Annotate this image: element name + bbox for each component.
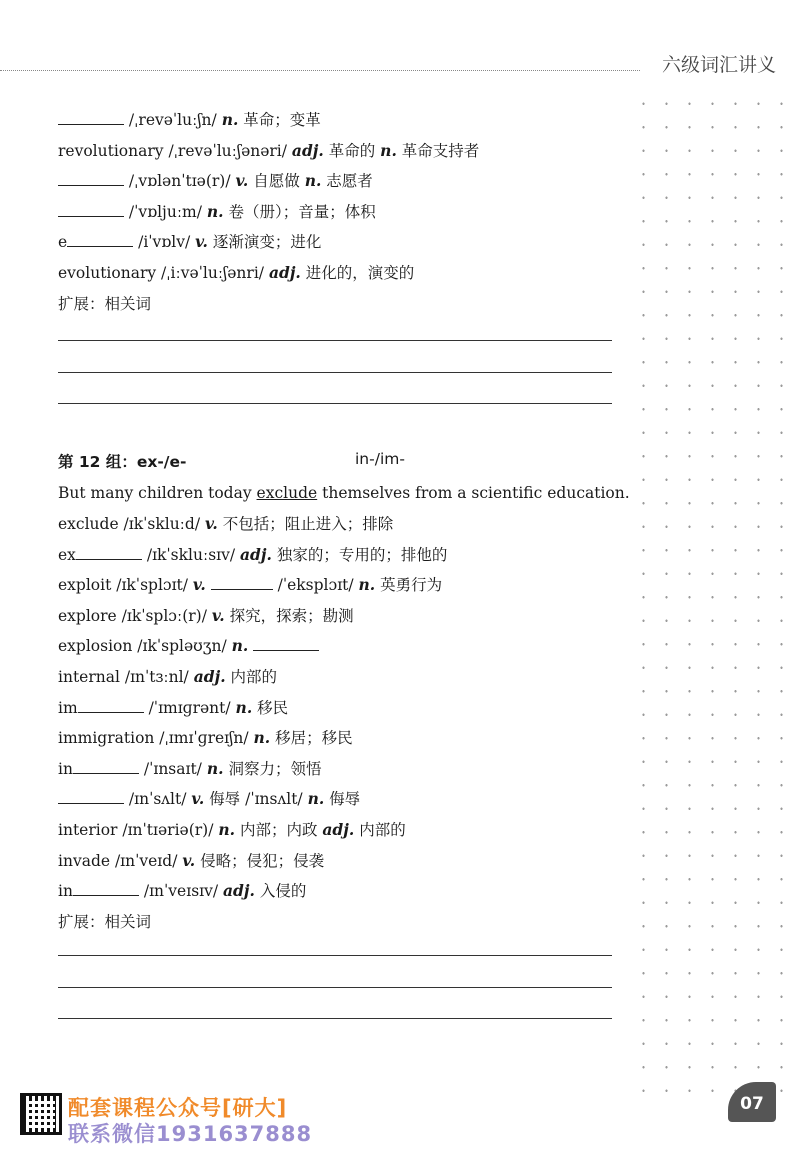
group-title: 第 12 组：ex-/e- [58,453,187,471]
vocab-entry [58,575,442,595]
entry-word: evolutionary /ˌiːvəˈluːʃənri/ [58,264,269,282]
entry-definition: 侮辱 /ˈɪnsʌlt/ [204,790,308,809]
vocab-entry [58,851,324,871]
group-subtitle: in-/im- [355,450,405,468]
entry-word: e [58,233,68,252]
qr-code-icon [20,1093,62,1135]
underlined-keyword: exclude [256,484,318,502]
part-of-speech: n. [253,728,271,748]
watermark-line-1: 配套课程公众号[研大] [68,1096,288,1120]
page-header-title: 六级词汇讲义 [661,54,776,76]
entry-definition: 侵略；侵犯；侵袭 [195,851,325,870]
vocab-entry [58,294,151,314]
part-of-speech: adj. [291,140,324,160]
part-of-speech: adj. [240,544,272,564]
entry-word: revolutionary /ˌrevəˈluːʃənəri/ [58,141,292,160]
entry-definition: 卷（册）；音量；体积 [223,202,376,221]
entry-definition: 探究，探索；勘测 [224,606,354,625]
vocab-entry [58,667,277,687]
entry-definition: 自愿做 [248,172,305,191]
part-of-speech: n. [218,820,236,839]
entry-word: interior /ɪnˈtɪəriə(r)/ [58,821,219,839]
entry-phonetic: /ɪnˈveɪsɪv/ [138,882,224,901]
entry-definition: 革命支持者 [396,141,480,160]
vocab-entry [58,820,406,840]
part-of-speech: adj. [268,263,301,282]
part-of-speech: n. [206,758,224,778]
entry-definition: 侮辱 [324,790,361,809]
entry-phonetic: /ˈeksplɔɪt/ [272,576,359,595]
fill-in-blank [76,545,142,560]
entry-phonetic: /ˈvɒljuːm/ [124,202,207,221]
vocab-entry [58,232,321,252]
part-of-speech: n. [235,697,253,717]
fill-in-blank [58,202,124,217]
entry-definition: 内部；内政 [235,821,323,839]
entry-definition: 洞察力；领悟 [223,759,322,778]
vocab-entry [58,912,151,932]
vocab-entry [58,606,354,626]
part-of-speech: n. [304,171,322,191]
part-of-speech: n. [206,201,224,221]
dot-grid-notes-area [632,92,794,1092]
part-of-speech: v. [204,514,218,533]
entry-word: in [58,882,73,901]
entry-word: in [58,759,73,778]
entry-word: 扩展：相关词 [58,294,152,313]
part-of-speech: v. [195,232,208,252]
part-of-speech: adj. [193,667,226,686]
part-of-speech: v. [192,575,206,595]
entry-definition: 内部的 [225,668,278,686]
entry-definition: 英勇行为 [375,576,443,595]
entry-definition: 志愿者 [321,172,373,191]
vocab-entry [58,636,319,656]
part-of-speech: v. [235,171,249,191]
writing-line [58,372,612,373]
vocab-entry [58,202,376,222]
writing-line [58,340,612,341]
entry-phonetic: /ˈɪnsaɪt/ [138,759,207,778]
entry-definition: 移居；移民 [270,729,353,748]
vocab-entry [58,171,373,191]
entry-word: exploit /ɪkˈsplɔɪt/ [58,576,193,595]
writing-line [58,1018,612,1019]
writing-line [58,403,612,404]
entry-phonetic: /ɪkˈskluːsɪv/ [141,545,241,564]
entry-definition: 不包括；阻止进入；排除 [217,515,394,533]
entry-word: explosion /ɪkˈspləʊʒn/ [58,637,232,656]
vocab-entry [58,545,447,565]
entry-word: invade /ɪnˈveɪd/ [58,851,183,870]
entry-word: ex [58,545,76,564]
vocab-entry [58,759,321,779]
watermark-line-2: 联系微信1931637888 [68,1122,313,1146]
entry-word: explore /ɪkˈsplɔː(r)/ [58,606,212,625]
vocab-entry [58,141,479,161]
part-of-speech: v. [191,789,205,809]
vocab-entry [58,881,306,901]
fill-in-blank [58,110,124,125]
fill-in-blank [67,232,133,247]
part-of-speech: adj. [223,881,255,901]
entry-definition: 移民 [252,698,289,717]
entry-definition: 入侵的 [254,882,307,901]
entry-phonetic: /ˈɪmɪɡrənt/ [143,698,236,717]
part-of-speech: adj. [322,820,355,839]
fill-in-blank [73,759,139,774]
entry-phonetic: /iˈvɒlv/ [133,233,196,252]
part-of-speech: v. [211,605,225,625]
part-of-speech: n. [307,789,325,809]
fill-in-blank [211,575,273,590]
entry-word: im [58,698,78,717]
vocab-entry [58,698,288,718]
part-of-speech: n. [358,575,376,595]
page-number-badge: 07 [728,1082,776,1122]
header-divider [0,70,640,71]
entry-word: 扩展：相关词 [58,912,152,931]
entry-phonetic: /ˌvɒlənˈtɪə(r)/ [124,172,236,191]
entry-definition: 独家的；专用的；排他的 [271,545,448,564]
vocab-entry [58,728,353,748]
entry-word: exclude /ɪkˈskluːd/ [58,515,205,533]
entry-definition: 进化的，演变的 [300,264,415,282]
fill-in-blank [73,881,139,896]
fill-in-blank [253,636,319,651]
fill-in-blank [58,789,124,804]
writing-line [58,987,612,988]
entry-phonetic: /ˌrevəˈluːʃn/ [124,111,222,129]
entry-word: immigration /ˌɪmɪˈɡreɪʃn/ [58,729,254,748]
vocab-entry [58,514,393,534]
part-of-speech: v. [182,850,196,870]
part-of-speech: n. [231,636,249,656]
vocab-entry [58,110,321,130]
entry-word: internal /ɪnˈtɜːnl/ [58,668,194,686]
part-of-speech: n. [380,140,397,160]
entry-definition: 革命；变革 [238,111,321,129]
entry-phonetic: /ɪnˈsʌlt/ [124,790,192,809]
vocab-entry [58,263,414,283]
writing-line [58,955,612,956]
fill-in-blank [58,171,124,186]
example-sentence: But many children today exclude themselves from a scientific education. [58,484,630,502]
fill-in-blank [78,698,144,713]
entry-definition: 逐渐演变；进化 [207,233,322,252]
part-of-speech: n. [221,110,239,129]
vocab-entry [58,789,360,809]
entry-definition: 革命的 [323,141,381,160]
entry-definition: 内部的 [354,821,406,839]
